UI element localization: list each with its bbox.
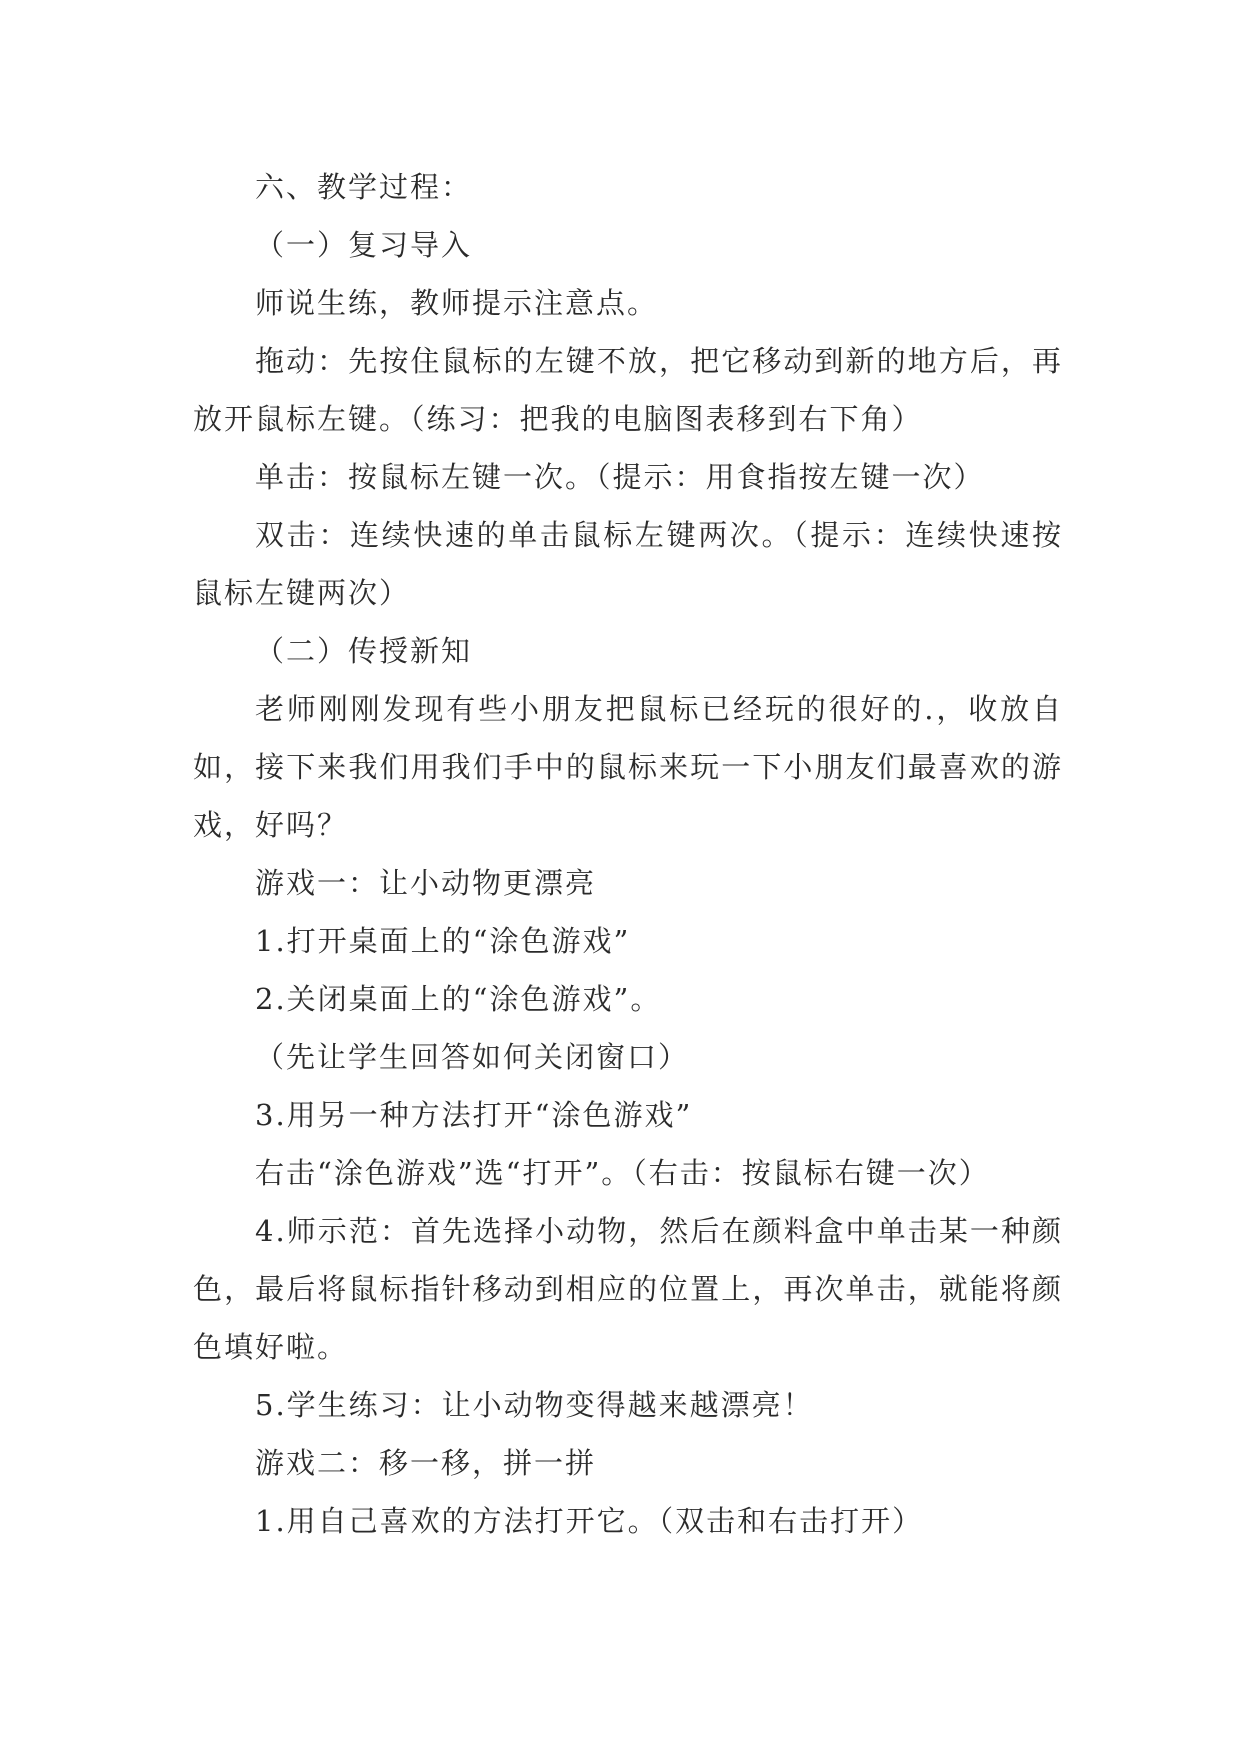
subsection-heading-review: （一）复习导入 xyxy=(255,228,473,262)
game-one-heading: 游戏一：让小动物更漂亮 xyxy=(255,866,597,900)
list-item-close-game: 2.关闭桌面上的“涂色游戏”。 xyxy=(255,982,662,1016)
list-item-student-practice: 5.学生练习：让小动物变得越来越漂亮！ xyxy=(255,1388,814,1422)
document-body xyxy=(193,158,1063,1550)
paragraph-teacher-intro: 老师刚刚发现有些小朋友把鼠标已经玩的很好的.，收放自如，接下来我们用我们手中的鼠标来玩一下小朋友们最喜欢的游戏，好吗？ xyxy=(193,692,1063,842)
list-item-open-preferred: 1.用自己喜欢的方法打开它。（双击和右击打开） xyxy=(255,1504,924,1538)
paragraph-drag: 拖动：先按住鼠标的左键不放，把它移动到新的地方后，再放开鼠标左键。（练习：把我的电脑图表移到右下角） xyxy=(193,344,1063,436)
section-heading-teaching-process: 六、教学过程： xyxy=(255,170,473,204)
list-item-other-method: 3.用另一种方法打开“涂色游戏” xyxy=(255,1098,693,1132)
list-item-open-game: 1.打开桌面上的“涂色游戏” xyxy=(255,924,631,958)
paragraph-double-click: 双击：连续快速的单击鼠标左键两次。（提示：连续快速按鼠标左键两次） xyxy=(193,518,1063,610)
note-close-window: （先让学生回答如何关闭窗口） xyxy=(255,1040,690,1074)
paragraph-practice-intro: 师说生练，教师提示注意点。 xyxy=(255,286,659,320)
paragraph-right-click: 右击“涂色游戏”选“打开”。（右击：按鼠标右键一次） xyxy=(255,1156,990,1190)
paragraph-single-click: 单击：按鼠标左键一次。（提示：用食指按左键一次） xyxy=(255,460,985,494)
game-two-heading: 游戏二：移一移，拼一拼 xyxy=(255,1446,597,1480)
list-item-teacher-demo: 4.师示范：首先选择小动物，然后在颜料盒中单击某一种颜色，最后将鼠标指针移动到相应的位置上，再次单击，就能将颜色填好啦。 xyxy=(193,1214,1063,1364)
subsection-heading-new-knowledge: （二）传授新知 xyxy=(255,634,473,668)
